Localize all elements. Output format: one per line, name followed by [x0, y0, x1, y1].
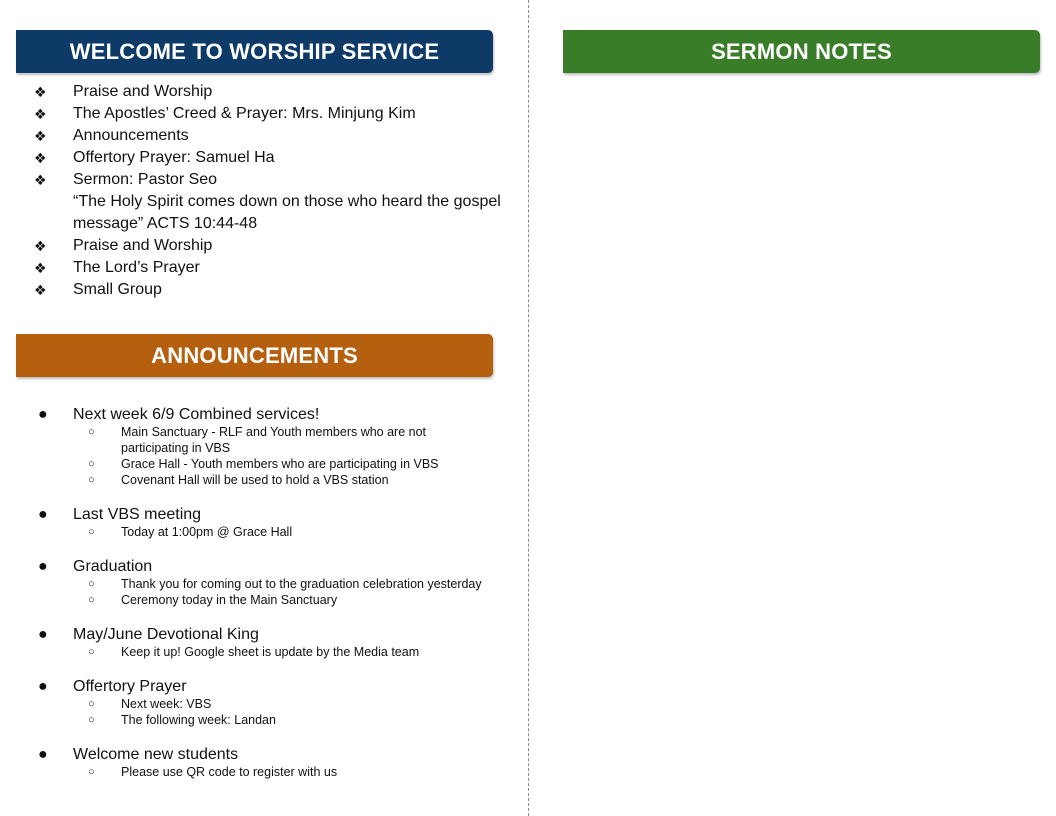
- detail-text: Keep it up! Google sheet is update by the Media team: [121, 645, 420, 659]
- circle-icon: ○: [88, 646, 95, 658]
- sermon-scripture-line-1: “The Holy Spirit comes down on those who heard the gospel: [73, 193, 501, 210]
- announcement-title: Next week 6/9 Combined services!: [73, 406, 320, 423]
- detail-text: Thank you for coming out to the graduation celebration yesterday: [121, 577, 482, 591]
- announcement-item: [30, 745, 520, 780]
- announcement-details: [73, 424, 520, 488]
- circle-icon: ○: [88, 766, 95, 778]
- announcement-detail: [73, 456, 520, 472]
- bullet-icon: ●: [38, 506, 48, 523]
- order-item: [30, 235, 520, 257]
- bullet-icon: ●: [38, 406, 48, 423]
- detail-text: The following week: Landan: [121, 713, 276, 727]
- announcement-item: [30, 557, 520, 608]
- bullet-icon: ●: [38, 626, 48, 643]
- announcement-detail: [73, 696, 520, 712]
- order-item-text: Praise and Worship: [73, 237, 213, 254]
- circle-icon: ○: [88, 426, 95, 438]
- diamond-icon: ❖: [34, 150, 47, 166]
- announcement-detail: [73, 576, 520, 592]
- diamond-icon: ❖: [34, 106, 47, 122]
- order-item-text: Announcements: [73, 127, 189, 144]
- order-of-service-list: [30, 81, 520, 301]
- diamond-icon: ❖: [34, 172, 47, 188]
- announcement-details: [73, 524, 520, 540]
- announcements-title: ANNOUNCEMENTS: [151, 342, 358, 368]
- circle-icon: ○: [88, 474, 95, 486]
- announcement-item: [30, 405, 520, 488]
- diamond-icon: ❖: [34, 128, 47, 144]
- announcements-banner: [16, 334, 493, 377]
- diamond-icon: ❖: [34, 260, 47, 276]
- order-item: [30, 147, 520, 169]
- announcement-detail: [73, 712, 520, 728]
- announcement-title: Last VBS meeting: [73, 506, 202, 523]
- sermon-notes-title: SERMON NOTES: [711, 38, 892, 64]
- announcement-detail: [73, 764, 520, 780]
- detail-text: Next week: VBS: [121, 697, 212, 711]
- announcement-details: [73, 696, 520, 728]
- announcement-title: Offertory Prayer: [73, 678, 187, 695]
- order-item: [30, 125, 520, 147]
- fold-divider: [528, 0, 529, 816]
- circle-icon: ○: [88, 578, 95, 590]
- circle-icon: ○: [88, 714, 95, 726]
- announcement-title: May/June Devotional King: [73, 626, 259, 643]
- announcement-detail: [73, 472, 520, 488]
- order-item-sermon: [30, 169, 520, 235]
- bullet-icon: ●: [38, 678, 48, 695]
- announcement-item: [30, 625, 520, 660]
- announcement-details: [73, 576, 520, 608]
- announcement-detail: [73, 592, 520, 608]
- diamond-icon: ❖: [34, 84, 47, 100]
- announcement-detail: [73, 424, 520, 456]
- detail-text: Main Sanctuary - RLF and Youth members who are not: [121, 425, 427, 439]
- order-item-text: The Lord’s Prayer: [73, 259, 200, 276]
- order-item: [30, 81, 520, 103]
- announcement-item: [30, 677, 520, 728]
- detail-text-continued: participating in VBS: [121, 441, 231, 455]
- bullet-icon: ●: [38, 746, 48, 763]
- detail-text: Covenant Hall will be used to hold a VBS station: [121, 473, 389, 487]
- announcement-details: [73, 644, 520, 660]
- detail-text: Grace Hall - Youth members who are participating in VBS: [121, 457, 439, 471]
- announcement-title: Welcome new students: [73, 746, 239, 763]
- circle-icon: ○: [88, 594, 95, 606]
- circle-icon: ○: [88, 526, 95, 538]
- announcement-detail: [73, 644, 520, 660]
- detail-text: Please use QR code to register with us: [121, 765, 338, 779]
- order-item-text: Small Group: [73, 281, 162, 298]
- order-item-text: Sermon: Pastor Seo: [73, 171, 218, 188]
- order-item-text: The Apostles’ Creed & Prayer: Mrs. Minjung Kim: [73, 105, 416, 122]
- announcement-item: [30, 505, 520, 540]
- sermon-scripture-line-2: message” ACTS 10:44-48: [73, 215, 258, 232]
- detail-text: Today at 1:00pm @ Grace Hall: [121, 525, 293, 539]
- order-item: [30, 279, 520, 301]
- order-item-text: Praise and Worship: [73, 83, 213, 100]
- diamond-icon: ❖: [34, 282, 47, 298]
- announcement-title: Graduation: [73, 558, 153, 575]
- order-item: [30, 103, 520, 125]
- sermon-notes-banner: [563, 30, 1040, 73]
- announcement-details: [73, 764, 520, 780]
- circle-icon: ○: [88, 698, 95, 710]
- circle-icon: ○: [88, 458, 95, 470]
- detail-text: Ceremony today in the Main Sanctuary: [121, 593, 338, 607]
- order-item: [30, 257, 520, 279]
- order-item-text: Offertory Prayer: Samuel Ha: [73, 149, 275, 166]
- welcome-title: WELCOME TO WORSHIP SERVICE: [69, 38, 440, 64]
- announcements-list: [30, 405, 520, 797]
- diamond-icon: ❖: [34, 238, 47, 254]
- announcement-detail: [73, 524, 520, 540]
- welcome-banner: [16, 30, 493, 73]
- bullet-icon: ●: [38, 558, 48, 575]
